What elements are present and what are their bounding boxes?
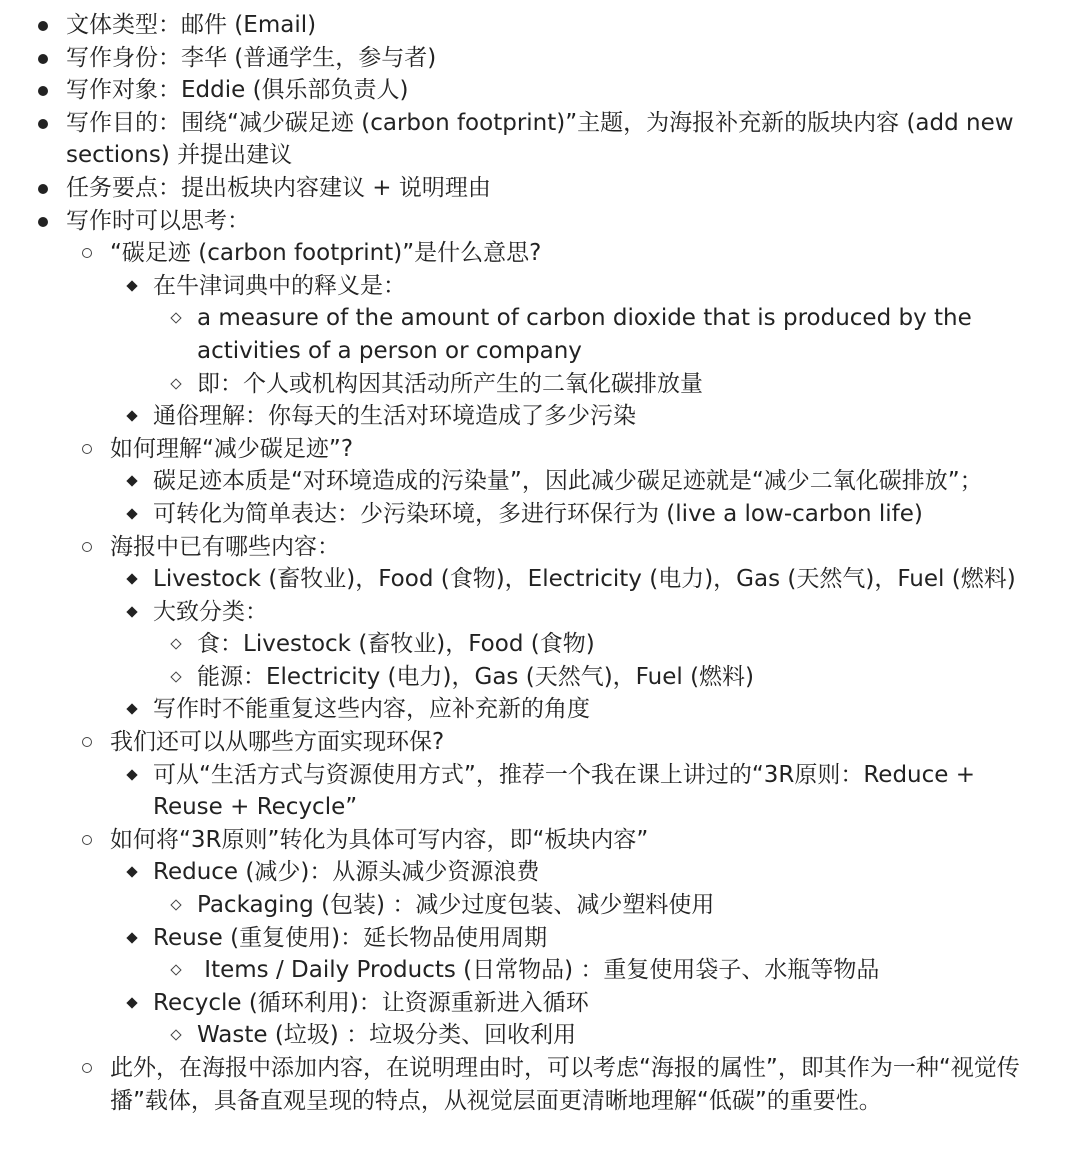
bullet-dot-icon: [38, 86, 48, 96]
bullet-circle-icon: [82, 248, 92, 258]
question-text: 如何理解“减少碳足迹”?: [110, 435, 354, 462]
oxford-definition: [0, 270, 1080, 400]
item-text: 可从“生活方式与资源使用方式”，推荐一个我在课上讲过的“3R原则：Reduce + Reuse + Recycle”: [153, 761, 976, 821]
essence-point: [0, 465, 1080, 498]
bullet-circle-icon: [82, 835, 92, 845]
item-text: 通俗理解：你每天的生活对环境造成了多少污染: [153, 403, 636, 430]
bullet-circle-icon: [82, 542, 92, 552]
bullet-diamond-icon: [126, 280, 137, 291]
bullet-diamond-outline-icon: [170, 899, 181, 910]
list-item-thinking: [0, 205, 1080, 1118]
bullet-diamond-outline-icon: [170, 639, 181, 650]
definition-english: [0, 302, 1080, 367]
q5-sublist: [0, 856, 1080, 1052]
category-food: [0, 628, 1080, 661]
question-carbon-footprint: [0, 237, 1080, 433]
bullet-circle-icon: [82, 444, 92, 454]
item-text: 此外，在海报中添加内容，在说明理由时，可以考虑“海报的属性”，即其作为一种“视觉传播”载体，具备直观呈现的特点，从视觉层面更清晰地理解“低碳”的重要性。: [110, 1055, 1020, 1114]
bullet-diamond-icon: [126, 932, 137, 943]
item-text: a measure of the amount of carbon dioxide that is produced by the activities of a person or company: [197, 305, 972, 364]
bullet-diamond-icon: [126, 704, 137, 715]
bullet-diamond-icon: [126, 476, 137, 487]
recycle-example: [0, 1019, 1080, 1052]
item-text: 大致分类：: [153, 598, 268, 625]
reduce-sublist: [0, 889, 1080, 922]
bullet-diamond-outline-icon: [170, 1030, 181, 1041]
item-text: 任务要点：提出板块内容建议 + 说明理由: [66, 174, 491, 201]
bullet-diamond-outline-icon: [170, 313, 181, 324]
item-text: 写作身份：李华 (普通学生，参与者): [66, 44, 437, 71]
reuse-example: [0, 954, 1080, 987]
categories: [0, 596, 1080, 694]
reuse-point: [0, 922, 1080, 987]
bullet-diamond-outline-icon: [170, 378, 181, 389]
question-text: “碳足迹 (carbon footprint)”是什么意思?: [110, 240, 542, 267]
item-text: Items / Daily Products (日常物品) ：重复使用袋子、水瓶等物品: [197, 957, 880, 984]
reduce-example: [0, 889, 1080, 922]
bullet-diamond-icon: [126, 606, 137, 617]
reduce-point: [0, 856, 1080, 921]
item-text: 即：个人或机构因其活动所产生的二氧化碳排放量: [197, 370, 703, 397]
reuse-sublist: [0, 954, 1080, 987]
question-existing-content: [0, 531, 1080, 727]
list-item-purpose: [0, 107, 1080, 172]
bullet-dot-icon: [38, 21, 48, 31]
item-text: 能源：Electricity (电力)，Gas (天然气)，Fuel (燃料): [197, 663, 755, 690]
bullet-diamond-icon: [126, 997, 137, 1008]
recycle-point: [0, 987, 1080, 1052]
item-text: Livestock (畜牧业)，Food (食物)，Electricity (电力)，Gas (天然气)，Fuel (燃料): [153, 566, 1016, 593]
item-text: 写作时可以思考：: [66, 207, 250, 234]
oxford-sublist: [0, 302, 1080, 400]
item-text: 写作目的：围绕“减少碳足迹 (carbon footprint)”主题，为海报补充新的版块内容 (add new sections) 并提出建议: [66, 109, 1014, 169]
item-text: Reuse (重复使用)：延长物品使用周期: [153, 924, 548, 951]
bullet-diamond-icon: [126, 410, 137, 421]
item-text: 文体类型：邮件 (Email): [66, 12, 317, 38]
list-item-recipient: [0, 74, 1080, 107]
list-item-key-points: [0, 172, 1080, 205]
q1-sublist: [0, 270, 1080, 433]
question-text: 海报中已有哪些内容：: [110, 533, 340, 560]
thinking-sublist: [0, 237, 1080, 1117]
item-text: 在牛津词典中的释义是：: [153, 272, 406, 299]
bullet-diamond-outline-icon: [170, 965, 181, 976]
item-text: Reduce (减少)：从源头减少资源浪费: [153, 859, 540, 886]
bullet-dot-icon: [38, 184, 48, 194]
question-reduce-footprint: [0, 433, 1080, 531]
definition-chinese: [0, 368, 1080, 401]
question-other-aspects: [0, 726, 1080, 824]
question-text: 如何将“3R原则”转化为具体可写内容，即“板块内容”: [110, 826, 649, 853]
item-text: Waste (垃圾) ：垃圾分类、回收利用: [197, 1022, 577, 1049]
bullet-dot-icon: [38, 217, 48, 227]
item-text: 食：Livestock (畜牧业)，Food (食物): [197, 631, 595, 658]
bullet-diamond-icon: [126, 508, 137, 519]
item-text: Packaging (包装) ：减少过度包装、减少塑料使用: [197, 892, 715, 919]
bullet-diamond-outline-icon: [170, 671, 181, 682]
bullet-circle-icon: [82, 737, 92, 747]
question-text: 我们还可以从哪些方面实现环保?: [110, 729, 445, 756]
outline-list: [0, 9, 1080, 1117]
q4-sublist: [0, 759, 1080, 824]
q3-sublist: [0, 563, 1080, 726]
item-text: 碳足迹本质是“对环境造成的污染量”，因此减少碳足迹就是“减少二氧化碳排放”；: [153, 468, 983, 495]
poster-attribute-note: [0, 1052, 1080, 1117]
bullet-diamond-icon: [126, 573, 137, 584]
item-text: 可转化为简单表达：少污染环境，多进行环保行为 (live a low-carbon life): [153, 500, 923, 527]
q2-sublist: [0, 465, 1080, 530]
item-text: 写作时不能重复这些内容，应补充新的角度: [153, 696, 590, 723]
item-text: 写作对象：Eddie (俱乐部负责人): [66, 77, 409, 104]
3r-suggestion: [0, 759, 1080, 824]
recycle-sublist: [0, 1019, 1080, 1052]
existing-items: [0, 563, 1080, 596]
list-item-identity: [0, 42, 1080, 75]
list-item-genre: [0, 9, 1080, 42]
common-understanding: [0, 400, 1080, 433]
item-text: Recycle (循环利用)：让资源重新进入循环: [153, 989, 589, 1016]
bullet-diamond-icon: [126, 867, 137, 878]
question-3r-content: [0, 824, 1080, 1052]
bullet-diamond-icon: [126, 769, 137, 780]
category-energy: [0, 661, 1080, 694]
no-repeat-note: [0, 693, 1080, 726]
bullet-circle-icon: [82, 1063, 92, 1073]
bullet-dot-icon: [38, 54, 48, 64]
bullet-dot-icon: [38, 119, 48, 129]
simple-expression: [0, 498, 1080, 531]
categories-sublist: [0, 628, 1080, 693]
